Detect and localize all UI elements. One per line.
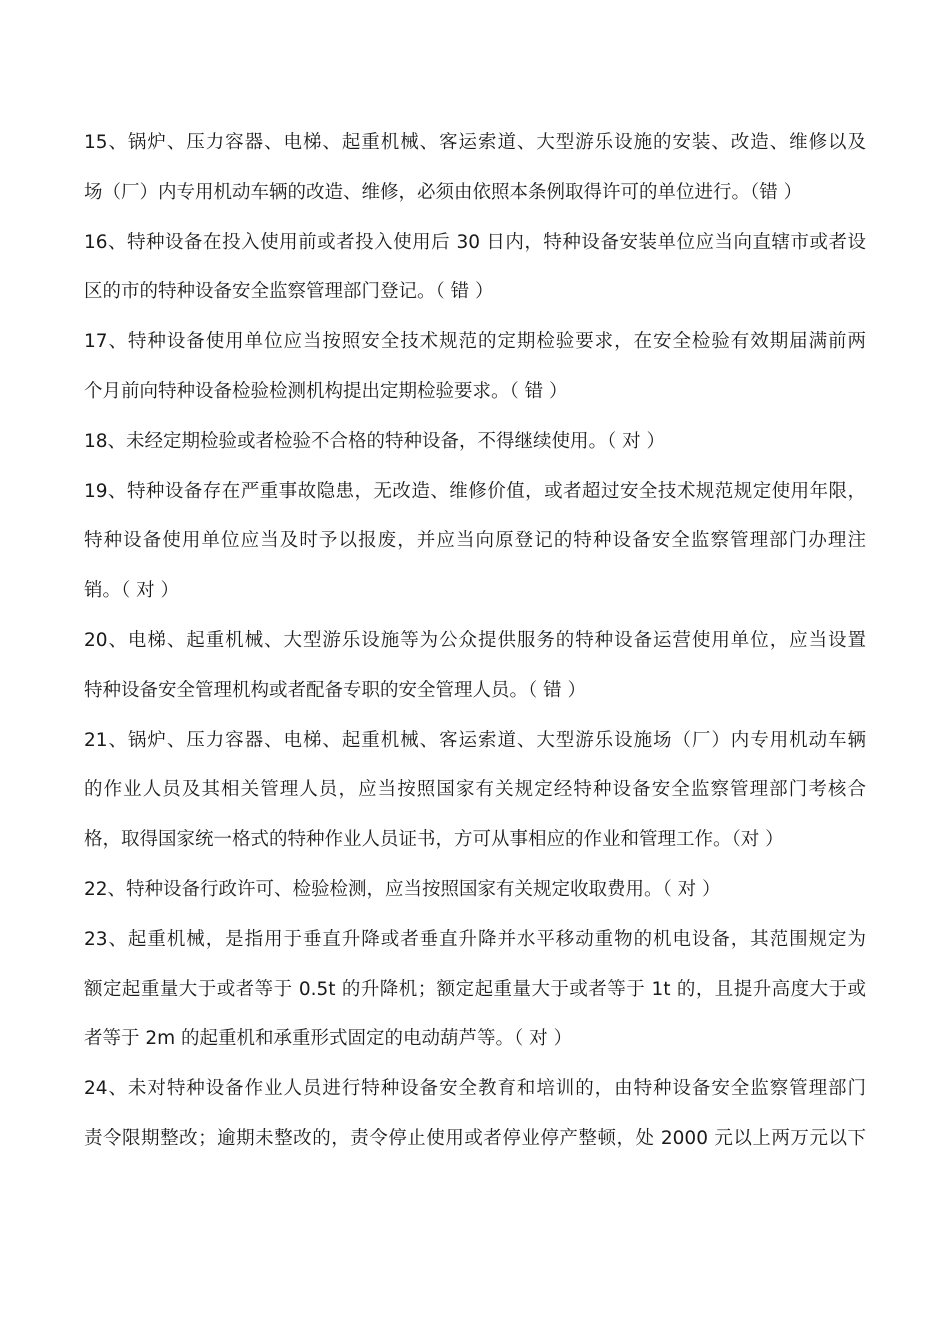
text-line: 销。（ 对 ）	[84, 580, 180, 602]
text-line: 22、特种设备行政许可、检验检测，应当按照国家有关规定收取费用。（ 对 ）	[84, 878, 721, 900]
text-line: 23、起重机械，是指用于垂直升降或者垂直升降并水平移动重物的机电设备，其范围规定为	[84, 928, 866, 950]
text-line: 15、锅炉、压力容器、电梯、起重机械、客运索道、大型游乐设施的安装、改造、维修以及	[84, 132, 866, 153]
text-line: 17、特种设备使用单位应当按照安全技术规范的定期检验要求，在安全检验有效期届满前两	[84, 331, 866, 353]
text-line: 24、未对特种设备作业人员进行特种设备安全教育和培训的，由特种设备安全监察管理部门	[84, 1078, 866, 1100]
text-line: 20、电梯、起重机械、大型游乐设施等为公众提供服务的特种设备运营使用单位，应当设置	[84, 629, 866, 651]
text-line: 额定起重量大于或者等于 0.5t 的升降机；额定起重量大于或者等于 1t 的，且提升高度大于或	[84, 978, 866, 1000]
text-line: 场（厂）内专用机动车辆的改造、维修，必须由依照本条例取得许可的单位进行。（错 ）	[84, 181, 803, 203]
text-line: 特种设备使用单位应当及时予以报废，并应当向原登记的特种设备安全监察管理部门办理注	[84, 530, 866, 552]
text-line: 的作业人员及其相关管理人员，应当按照国家有关规定经特种设备安全监察管理部门考核合	[84, 779, 866, 801]
text-line: 特种设备安全管理机构或者配备专职的安全管理人员。（ 错 ）	[84, 679, 587, 701]
text-line: 者等于 2m 的起重机和承重形式固定的电动葫芦等。（ 对 ）	[84, 1028, 573, 1050]
text-line: 格，取得国家统一格式的特种作业人员证书，方可从事相应的作业和管理工作。（对 ）	[84, 829, 784, 851]
text-line: 21、锅炉、压力容器、电梯、起重机械、客运索道、大型游乐设施场（厂）内专用机动车辆	[84, 729, 866, 751]
text-line: 区的市的特种设备安全监察管理部门登记。（ 错 ）	[84, 281, 494, 303]
text-line: 责令限期整改；逾期未整改的，责令停止使用或者停业停产整顿，处 2000 元以上两万元以下	[84, 1127, 866, 1149]
text-line: 16、特种设备在投入使用前或者投入使用后 30 日内，特种设备安装单位应当向直辖市或者设	[84, 231, 866, 253]
text-line: 18、未经定期检验或者检验不合格的特种设备，不得继续使用。（ 对 ）	[84, 430, 666, 452]
text-line: 19、特种设备存在严重事故隐患，无改造、维修价值，或者超过安全技术规范规定使用年限，	[84, 480, 866, 502]
document-body	[84, 118, 866, 1164]
text-line: 个月前向特种设备检验检测机构提出定期检验要求。（ 错 ）	[84, 380, 568, 402]
